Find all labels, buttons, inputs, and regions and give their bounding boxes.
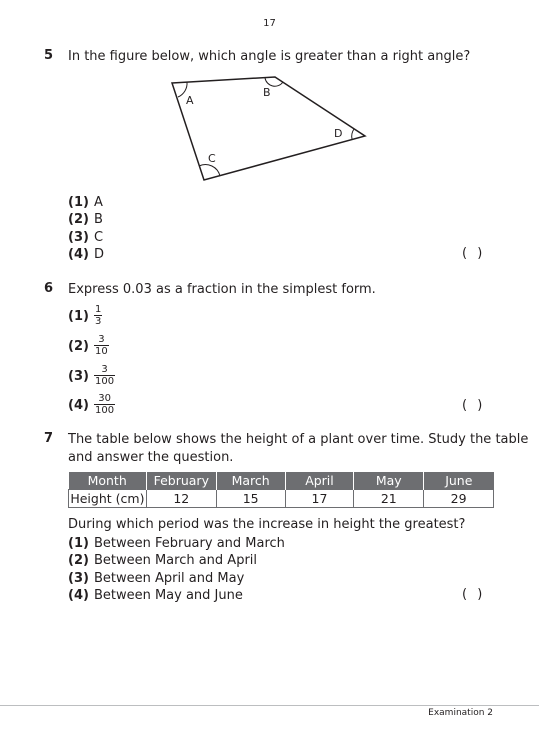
table-header: February	[146, 472, 216, 490]
option-number: (2)	[68, 212, 89, 227]
option-number: (1)	[68, 195, 89, 210]
option-text: B	[93, 212, 103, 227]
question-7-prompt: During which period was the increase in height the greatest?	[68, 517, 466, 532]
fraction-numerator: 3	[101, 364, 108, 375]
fraction-denominator: 100	[95, 376, 115, 387]
option-number: (3)	[68, 369, 89, 384]
option-text: Between February and March	[93, 536, 285, 551]
question-6-text: Express 0.03 as a fraction in the simplest form.	[68, 282, 376, 297]
fraction	[94, 364, 115, 387]
q7-option-3[interactable]	[68, 570, 244, 587]
table-cell: 12	[146, 490, 216, 508]
table-cell: 29	[424, 490, 494, 508]
table-header: Month	[69, 472, 147, 490]
q5-option-3[interactable]	[68, 229, 103, 246]
question-5-number: 5	[44, 48, 54, 63]
q7-answer-box[interactable]: ( )	[462, 587, 483, 602]
footer-divider	[0, 705, 539, 706]
fraction	[94, 334, 109, 357]
q6-option-3[interactable]	[68, 364, 115, 387]
option-number: (2)	[68, 553, 89, 568]
question-7-number: 7	[44, 431, 54, 446]
option-number: (4)	[68, 398, 89, 413]
option-text: C	[93, 230, 104, 245]
fraction-denominator: 10	[95, 346, 108, 357]
table-header: June	[424, 472, 494, 490]
table-cell: 17	[285, 490, 354, 508]
table-cell: Height (cm)	[70, 491, 145, 506]
footer-label: Examination 2	[428, 708, 493, 718]
fraction-numerator: 30	[98, 393, 111, 404]
option-number: (3)	[68, 230, 89, 245]
option-number: (4)	[68, 588, 89, 603]
q7-option-2[interactable]	[68, 552, 257, 569]
fraction-numerator: 3	[98, 334, 105, 345]
option-text: Between April and May	[93, 571, 245, 586]
angle-b-arc	[265, 78, 283, 86]
option-number: (1)	[68, 536, 89, 551]
option-number: (4)	[68, 247, 89, 262]
option-number: (2)	[68, 339, 89, 354]
table-header-row	[69, 472, 494, 490]
table-cell: 21	[354, 490, 424, 508]
option-number: (3)	[68, 571, 89, 586]
q6-answer-box[interactable]: ( )	[462, 398, 483, 413]
question-5-text: In the figure below, which angle is greater than a right angle?	[68, 49, 471, 64]
option-number: (1)	[68, 309, 89, 324]
q5-answer-box[interactable]: ( )	[462, 246, 483, 261]
q5-option-4[interactable]	[68, 246, 104, 263]
q6-option-4[interactable]	[68, 393, 115, 416]
q6-option-1[interactable]	[68, 304, 102, 327]
option-text: D	[93, 247, 104, 262]
fraction-denominator: 3	[95, 316, 102, 327]
angle-d-arc	[352, 129, 354, 139]
label-c: C	[208, 152, 216, 165]
quadrilateral-figure	[168, 74, 373, 184]
q7-option-4[interactable]	[68, 587, 243, 604]
q5-option-2[interactable]	[68, 211, 103, 228]
table-header: May	[354, 472, 424, 490]
page-number: 17	[263, 18, 276, 29]
table-header: April	[285, 472, 354, 490]
fraction-denominator: 100	[95, 405, 115, 416]
label-b: B	[263, 86, 271, 99]
q7-option-1[interactable]	[68, 535, 285, 552]
label-d: D	[334, 127, 343, 140]
q6-option-2[interactable]	[68, 334, 109, 357]
q5-option-1[interactable]	[68, 194, 103, 211]
table-cell: 15	[216, 490, 285, 508]
option-text: A	[93, 195, 103, 210]
question-7-text-line-2: and answer the question.	[68, 450, 234, 465]
fraction	[94, 304, 102, 327]
option-text: Between March and April	[93, 553, 258, 568]
fraction-numerator: 1	[95, 304, 102, 315]
fraction	[94, 393, 115, 416]
option-text: Between May and June	[93, 588, 243, 603]
question-7-text-line-1: The table below shows the height of a plant over time. Study the table	[68, 432, 529, 447]
table-row	[69, 490, 494, 508]
label-a: A	[186, 94, 194, 107]
question-6-number: 6	[44, 281, 54, 296]
height-table	[68, 472, 494, 508]
table-header: March	[216, 472, 285, 490]
